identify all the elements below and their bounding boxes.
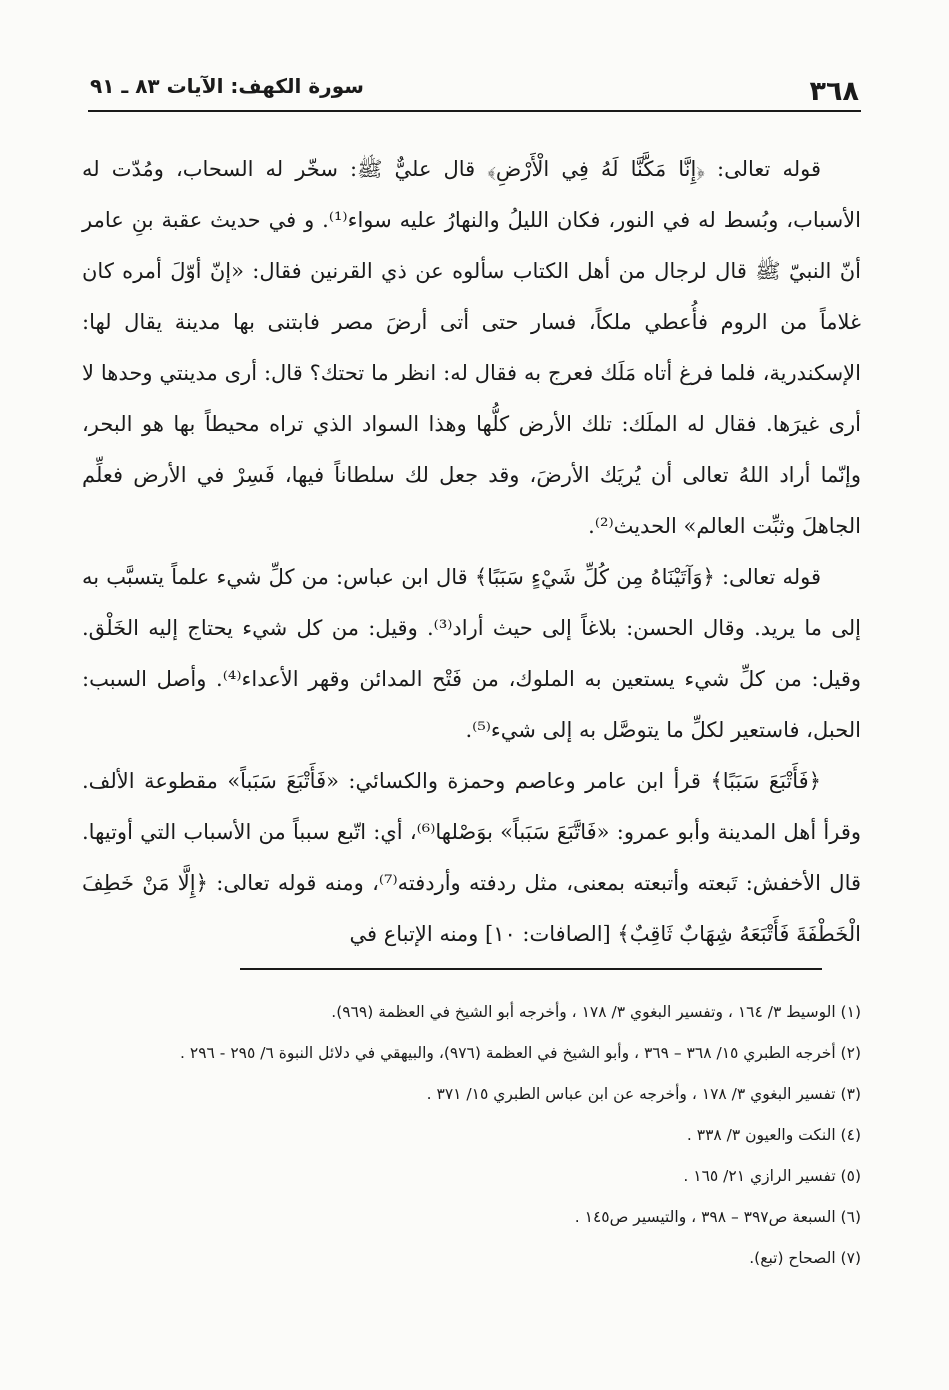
page-number: ٣٦٨ — [809, 76, 859, 107]
footnote-1: (١) الوسيط ٣/ ١٦٤ ، وتفسير البغوي ٣/ ١٧٨ ، وأخرجه أبو الشيخ في العظمة (٩٦٩). — [331, 1003, 861, 1021]
footnote-4: (٤) النكت والعيون ٣/ ٣٣٨ . — [686, 1126, 861, 1144]
main-text — [82, 144, 861, 960]
footnotes — [82, 996, 861, 1283]
footnote-2: (٢) أخرجه الطبري ١٥/ ٣٦٨ – ٣٦٩ ، وأبو الشيخ في العظمة (٩٧٦)، والبيهقي في دلائل النبوة ٦/ ٢٩٥ - ٢٩٦ . — [180, 1044, 861, 1062]
paragraph-2: قوله تعالى: ﴿وَآتَيْنَاهُ مِن كُلِّ شَيْءٍ سَبَبًا﴾ قال ابن عباس: من كلِّ شيء علماً يتسبَّب به إلى ما يريد. وقال الحسن: بلاغاً إلى حيث أراد⁽³⁾. وقيل: من كل شيء يحتاج إليه الخَلْق. وقيل: من كلِّ شيء يستعين به الملوك، من فَتْح المدائن وقهر الأعداء⁽⁴⁾. وأصل السبب: الحبل، فاستعير لكلِّ ما يتوصَّل به إلى شيء⁽⁵⁾. — [82, 565, 861, 742]
footnote-6: (٦) السبعة ص٣٩٧ – ٣٩٨ ، والتيسير ص١٤٥ . — [574, 1208, 861, 1226]
footnote-divider — [240, 968, 822, 970]
footnote-5: (٥) تفسير الرازي ٢١/ ١٦٥ . — [683, 1167, 861, 1185]
page-header — [88, 70, 861, 112]
footnote-7: (٧) الصحاح (تبع). — [749, 1249, 861, 1267]
running-title: سورة الكهف: الآيات ٨٣ ـ ٩١ — [90, 74, 364, 98]
paragraph-3: ﴿فَأَتْبَعَ سَبَبًا﴾ قرأ ابن عامر وعاصم وحمزة والكسائي: «فَأَتْبَعَ سَبَباً» مقطوعة الألف. وقرأ أهل المدينة وأبو عمرو: «فَاتَّبَعَ سَبَباً» بوَصْلها⁽⁶⁾، أي: اتّبع سبباً من الأسباب التي أوتيها. قال الأخفش: تَبعته وأتبعته بمعنى، مثل ردفته وأردفته⁽⁷⁾، ومنه قوله تعالى: ﴿إِلَّا مَنْ خَطِفَ الْخَطْفَةَ فَأَتْبَعَهُ شِهَابٌ ثَاقِبٌ﴾ [الصافات: ١٠] ومنه الإتباع في — [82, 769, 862, 946]
paragraph-1: قوله تعالى: ﴿إِنَّا مَكَّنَّا لَهُ فِي الْأَرْضِ﴾ قال عليٌّ ﷺ: سخّر له السحاب، ومُدّت له الأسباب، وبُسط له في النور، فكان الليلُ والنهارُ عليه سواء⁽¹⁾. و في حديث عقبة بنِ عامر أنّ النبيّ ﷺ قال لرجال من أهل الكتاب سألوه عن ذي القرنين فقال: «إنّ أوّلَ أمره كان غلاماً من الروم فأُعطي ملكاً، فسار حتى أتى أرضَ مصر فابتنى بها مدينة يقال لها: الإسكندرية، فلما فرغ أتاه مَلَك فعرج به فقال له: انظر ما تحتك؟ قال: أرى مدينتي وحدها لا أرى غيرَها. فقال له الملَك: تلك الأرض كلُّها وهذا السواد الذي تراه محيطاً بها هو البحر، وإنّما أراد اللهُ تعالى أن يُريَك الأرضَ، وقد جعل لك سلطاناً فيها، فَسِرْ في الأرض فعلِّم الجاهلَ وثبِّت العالم» الحديث⁽²⁾. — [82, 157, 861, 538]
footnote-3: (٣) تفسير البغوي ٣/ ١٧٨ ، وأخرجه عن ابن عباس الطبري ١٥/ ٣٧١ . — [426, 1085, 861, 1103]
